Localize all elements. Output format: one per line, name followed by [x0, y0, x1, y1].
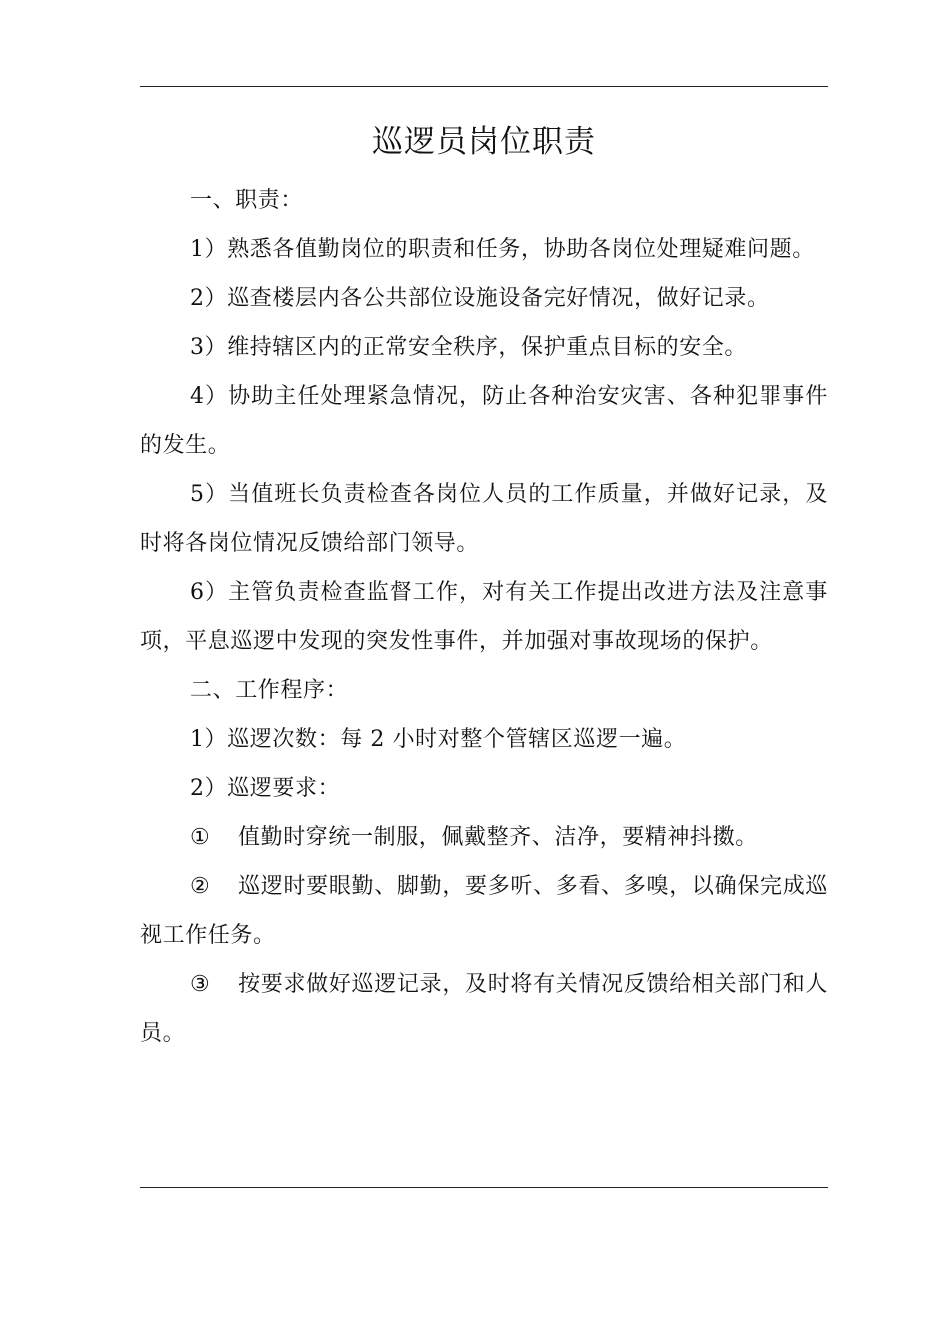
section-heading-duties: 一、职责：	[190, 188, 304, 213]
duty-item-2: 2）巡查楼层内各公共部位设施设备完好情况，做好记录。	[190, 286, 770, 311]
requirement-text: 巡逻时要眼勤、脚勤，要多听、多看、多嗅，以确保完成巡视工作任务。	[140, 874, 828, 948]
requirement-marker: ①	[190, 825, 211, 850]
duty-item-3: 3）维持辖区内的正常安全秩序，保护重点目标的安全。	[190, 335, 747, 360]
requirement-marker: ②	[190, 874, 211, 899]
duty-item-6: 6）主管负责检查监督工作，对有关工作提出改进方法及注意事项，平息巡逻中发现的突发性事件，并加强对事故现场的保护。	[140, 580, 828, 654]
duty-item-4: 4）协助主任处理紧急情况，防止各种治安灾害、各种犯罪事件的发生。	[140, 384, 828, 458]
requirement-text: 按要求做好巡逻记录，及时将有关情况反馈给相关部门和人员。	[140, 972, 828, 1046]
document-body	[140, 110, 828, 1058]
procedure-item-2: 2）巡逻要求：	[190, 776, 341, 801]
requirement-item-1	[140, 813, 828, 862]
requirement-text: 值勤时穿统一制服，佩戴整齐、洁净，要精神抖擞。	[238, 825, 758, 850]
duty-item-5: 5）当值班长负责检查各岗位人员的工作质量，并做好记录，及时将各岗位情况反馈给部门领导。	[140, 482, 828, 556]
section-heading-procedure: 二、工作程序：	[190, 678, 349, 703]
procedure-item-1: 1）巡逻次数：每 2 小时对整个管辖区巡逻一遍。	[190, 727, 687, 752]
requirement-marker: ③	[190, 972, 211, 997]
top-rule	[140, 86, 828, 87]
duty-item-1: 1）熟悉各值勤岗位的职责和任务，协助各岗位处理疑难问题。	[190, 237, 815, 262]
bottom-rule	[140, 1187, 828, 1188]
page-title: 巡逻员岗位职责	[372, 124, 596, 160]
requirement-item-2	[140, 862, 828, 960]
requirement-item-3	[140, 960, 828, 1058]
